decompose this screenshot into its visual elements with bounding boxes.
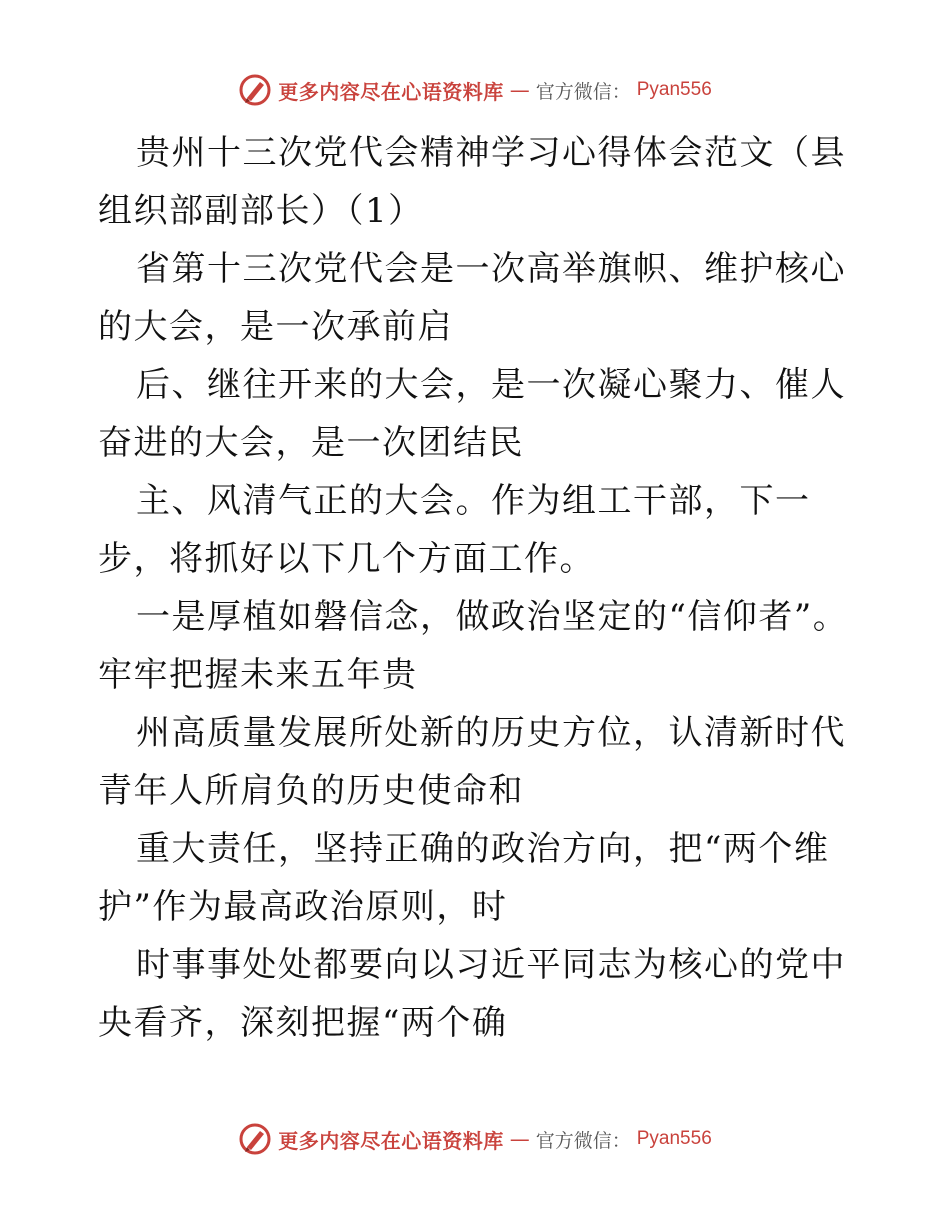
paragraph: 主、风清气正的大会。作为组工干部，下一步，将抓好以下几个方面工作。 — [98, 481, 811, 579]
watermark-footer — [0, 1119, 950, 1159]
pen-logo-icon — [238, 1122, 272, 1156]
pen-logo-icon — [238, 73, 272, 107]
watermark-wechat-id: Pyan556 — [636, 1128, 712, 1149]
paragraph: 时事事处处都要向以习近平同志为核心的党中央看齐，深刻把握“两个确 — [98, 945, 846, 1043]
watermark-brand: 更多内容尽在心语资料库 — [278, 1128, 504, 1153]
watermark-brand: 更多内容尽在心语资料库 — [278, 79, 504, 104]
document-body — [98, 124, 858, 1052]
watermark-label: 官方微信： — [535, 1129, 631, 1152]
paragraph: 后、继往开来的大会，是一次凝心聚力、催人奋进的大会，是一次团结民 — [98, 365, 846, 463]
document-title: 贵州十三次党代会精神学习心得体会范文（县组织部副部长）（1） — [98, 133, 846, 231]
paragraph: 州高质量发展所处新的历史方位，认清新时代青年人所肩负的历史使命和 — [98, 713, 846, 811]
watermark-header — [0, 70, 950, 110]
paragraph: 重大责任，坚持正确的政治方向，把“两个维护”作为最高政治原则，时 — [98, 829, 830, 927]
watermark-dash: — — [509, 1127, 530, 1151]
watermark-dash: — — [509, 78, 530, 102]
watermark-label: 官方微信： — [535, 80, 631, 103]
watermark-wechat-id: Pyan556 — [636, 79, 712, 100]
paragraph: 一是厚植如磐信念，做政治坚定的“信仰者”。牢牢把握未来五年贵 — [98, 597, 849, 695]
paragraph: 省第十三次党代会是一次高举旗帜、维护核心的大会，是一次承前启 — [98, 249, 846, 347]
